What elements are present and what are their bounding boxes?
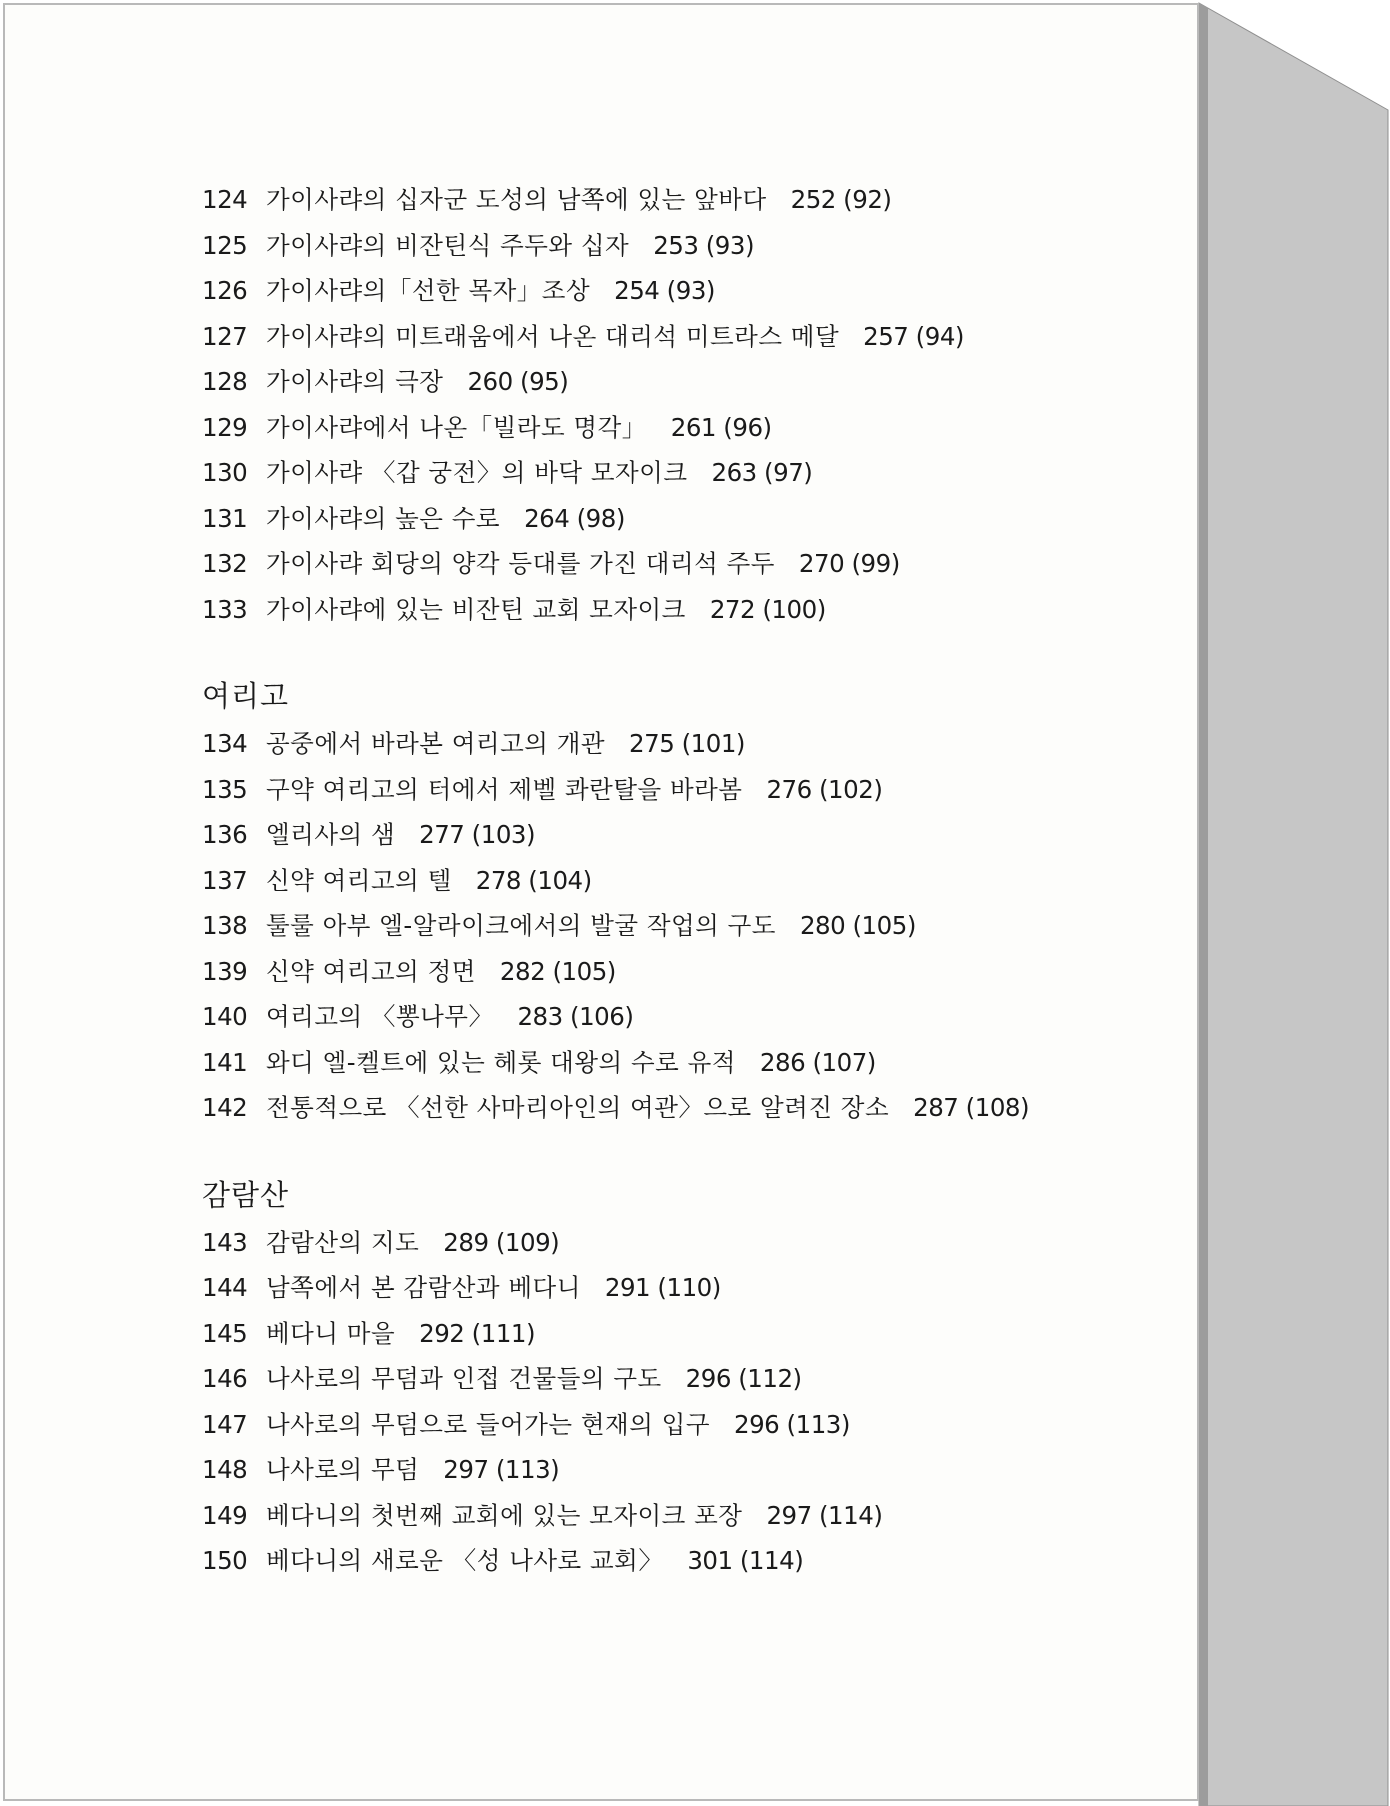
entry-number: 135 xyxy=(202,774,248,804)
list-item xyxy=(202,1220,1102,1266)
entry-number: 138 xyxy=(202,911,248,940)
entry-title: 툴룰 아부 엘-알라이크에서의 발굴 작업의 구도 xyxy=(266,911,776,940)
entry-title: 가이사랴의 십자군 도성의 남쪽에 있는 앞바다 xyxy=(266,185,767,214)
entry-number: 142 xyxy=(202,1093,248,1122)
entry-title: 감람산의 지도 xyxy=(266,1227,420,1257)
entry-pages: 272 (100) xyxy=(709,594,826,624)
entry-pages: 264 (98) xyxy=(524,503,625,533)
entry-title: 가이사랴에 있는 비잔틴 교회 모자이크 xyxy=(266,594,686,624)
entry-number: 126 xyxy=(202,276,248,305)
list-item xyxy=(202,405,1102,451)
entry-title: 나사로의 무덤 xyxy=(266,1455,420,1484)
list-item xyxy=(202,496,1102,542)
entry-pages: 292 (111) xyxy=(419,1318,536,1348)
entry-number: 139 xyxy=(202,956,248,986)
entry-number: 137 xyxy=(202,865,248,895)
list-item xyxy=(202,858,1102,904)
entry-number: 148 xyxy=(202,1455,248,1484)
entry-number: 145 xyxy=(202,1318,248,1348)
entry-pages: 260 (95) xyxy=(467,367,569,396)
entry-title: 가이사랴의 미트래움에서 나온 대리석 미트라스 메달 xyxy=(266,321,840,351)
entry-number: 150 xyxy=(202,1546,248,1575)
list-item xyxy=(202,223,1102,269)
entry-title: 가이사랴의 비잔틴식 주두와 십자 xyxy=(266,230,630,260)
entry-title: 가이사랴 회당의 양각 등대를 가진 대리석 주두 xyxy=(266,549,775,578)
entry-title: 신약 여리고의 텔 xyxy=(266,865,452,895)
contents-list xyxy=(202,177,1102,1584)
entry-title: 구약 여리고의 터에서 제벨 콰란탈을 바라봄 xyxy=(266,774,743,804)
entry-pages: 296 (113) xyxy=(734,1409,850,1439)
entry-number: 147 xyxy=(202,1409,248,1439)
entry-number: 125 xyxy=(202,230,248,260)
list-item xyxy=(202,359,1102,405)
entry-title: 와디 엘-켈트에 있는 헤롯 대왕의 수로 유적 xyxy=(266,1047,736,1077)
list-item xyxy=(202,903,1102,949)
entry-number: 140 xyxy=(202,1002,248,1031)
entry-pages: 280 (105) xyxy=(799,911,916,940)
entry-number: 146 xyxy=(202,1364,248,1393)
entry-number: 127 xyxy=(202,321,248,351)
list-item xyxy=(202,1040,1102,1086)
entry-pages: 283 (106) xyxy=(517,1002,634,1031)
entry-title: 가이사랴의 높은 수로 xyxy=(266,503,501,533)
entry-number: 131 xyxy=(202,503,248,533)
entry-title: 베다니 마을 xyxy=(266,1318,396,1348)
page xyxy=(3,3,1199,1801)
section-heading: 감람산 xyxy=(202,1177,290,1212)
list-item xyxy=(202,314,1102,360)
list-item xyxy=(202,1402,1102,1448)
entry-title: 베다니의 새로운 〈성 나사로 교회〉 xyxy=(266,1546,664,1575)
list-item xyxy=(202,1265,1102,1311)
entry-number: 132 xyxy=(202,549,248,578)
entry-number: 143 xyxy=(202,1227,248,1257)
list-item xyxy=(202,177,1102,223)
entry-pages: 276 (102) xyxy=(766,774,883,804)
entry-title: 나사로의 무덤으로 들어가는 현재의 입구 xyxy=(266,1409,710,1439)
entry-title: 가이사랴의「선한 목자」조상 xyxy=(266,276,591,305)
list-item xyxy=(202,812,1102,858)
entry-pages: 263 (97) xyxy=(711,458,813,487)
list-item xyxy=(202,1447,1102,1493)
entry-title: 나사로의 무덤과 인접 건물들의 구도 xyxy=(266,1364,662,1393)
entry-pages: 297 (113) xyxy=(443,1455,560,1484)
entry-pages: 297 (114) xyxy=(766,1500,883,1530)
entry-pages: 278 (104) xyxy=(475,865,592,895)
list-item xyxy=(202,767,1102,813)
entry-title: 공중에서 바라본 여리고의 개관 xyxy=(266,729,606,758)
list-item xyxy=(202,1085,1102,1131)
entry-title: 전통적으로 〈선한 사마리아인의 여관〉으로 알려진 장소 xyxy=(266,1093,890,1122)
entry-number: 128 xyxy=(202,367,248,396)
entry-pages: 301 (114) xyxy=(687,1546,804,1575)
entry-number: 124 xyxy=(202,185,248,214)
entry-pages: 277 (103) xyxy=(419,820,536,849)
entry-pages: 253 (93) xyxy=(653,230,755,260)
entry-pages: 254 (93) xyxy=(614,276,715,305)
list-item xyxy=(202,1356,1102,1402)
entry-number: 149 xyxy=(202,1500,248,1530)
list-item xyxy=(202,994,1102,1040)
list-item xyxy=(202,587,1102,633)
entry-pages: 286 (107) xyxy=(759,1047,876,1077)
list-item xyxy=(202,268,1102,314)
entry-title: 신약 여리고의 정면 xyxy=(266,956,476,986)
entry-pages: 257 (94) xyxy=(863,321,964,351)
entry-number: 141 xyxy=(202,1047,248,1077)
entry-number: 133 xyxy=(202,594,248,624)
entry-number: 144 xyxy=(202,1273,248,1302)
list-item xyxy=(202,450,1102,496)
entry-title: 가이사랴에서 나온「빌라도 명각」 xyxy=(266,412,647,442)
entry-title: 가이사랴 〈갑 궁전〉의 바닥 모자이크 xyxy=(266,458,688,487)
entry-title: 엘리사의 샘 xyxy=(266,820,396,849)
list-item xyxy=(202,1493,1102,1539)
list-item xyxy=(202,721,1102,767)
entry-number: 136 xyxy=(202,820,248,849)
entry-number: 130 xyxy=(202,458,248,487)
entry-pages: 270 (99) xyxy=(798,549,900,578)
entry-pages: 287 (108) xyxy=(913,1093,1030,1122)
entry-pages: 296 (112) xyxy=(685,1364,802,1393)
entry-title: 가이사랴의 극장 xyxy=(266,367,444,396)
entry-pages: 291 (110) xyxy=(604,1273,721,1302)
entry-pages: 289 (109) xyxy=(443,1227,560,1257)
list-item xyxy=(202,949,1102,995)
entry-number: 134 xyxy=(202,729,248,758)
entry-title: 여리고의 〈뽕나무〉 xyxy=(266,1002,494,1031)
entry-title: 베다니의 첫번째 교회에 있는 모자이크 포장 xyxy=(266,1500,743,1530)
entry-pages: 261 (96) xyxy=(670,412,772,442)
section-heading: 여리고 xyxy=(202,679,290,713)
list-item xyxy=(202,541,1102,587)
entry-pages: 275 (101) xyxy=(629,729,745,758)
entry-pages: 252 (92) xyxy=(790,185,892,214)
entry-title: 남쪽에서 본 감람산과 베다니 xyxy=(266,1273,581,1302)
list-item xyxy=(202,1311,1102,1357)
list-item xyxy=(202,1538,1102,1584)
entry-number: 129 xyxy=(202,412,248,442)
entry-pages: 282 (105) xyxy=(499,956,616,986)
